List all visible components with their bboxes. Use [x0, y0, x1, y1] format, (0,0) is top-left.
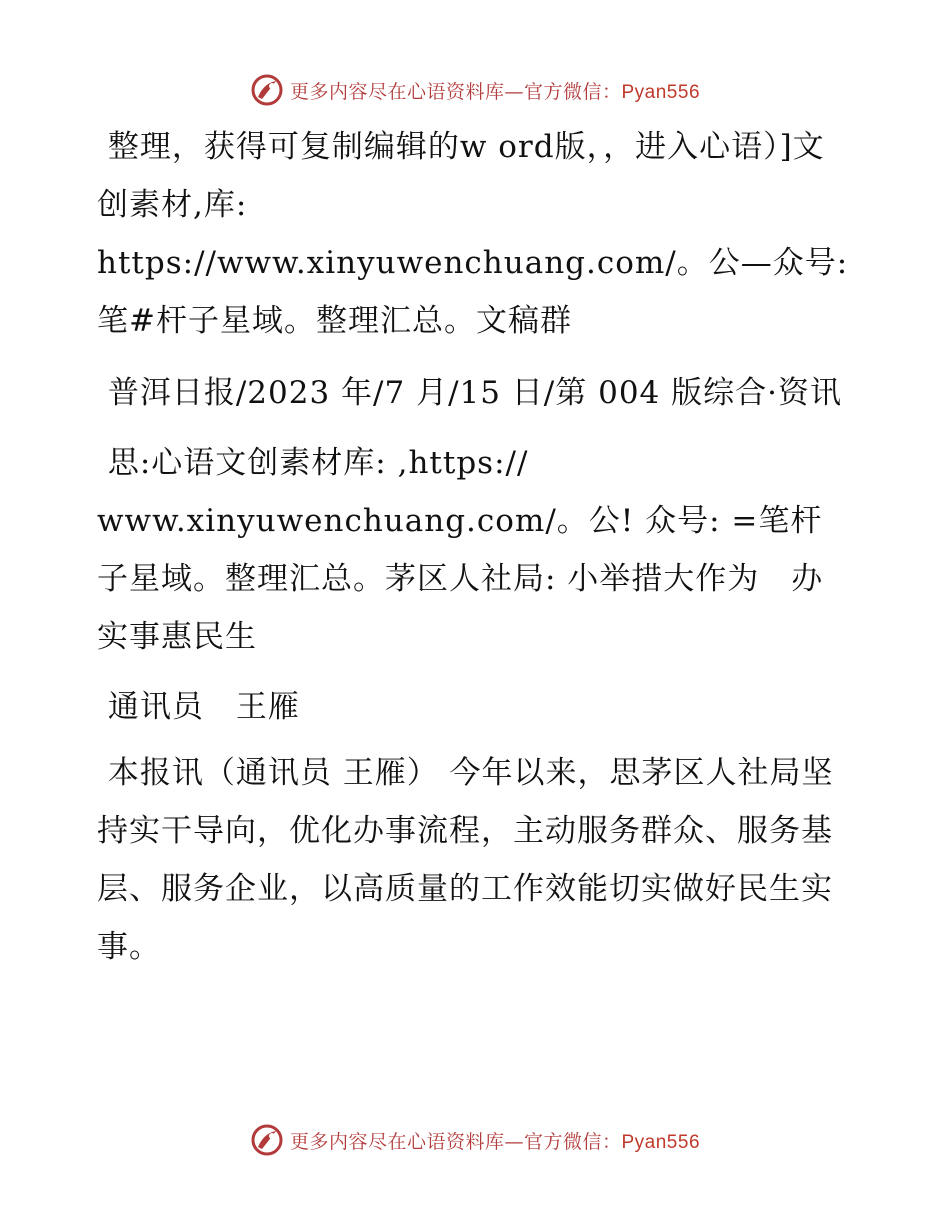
paragraph-publication-info: 普洱日报/2023 年/7 月/15 日/第 004 版综合·资讯 [97, 375, 842, 411]
banner-text: 更多内容尽在心语资料库—官方微信：Pyan556 [289, 1130, 701, 1153]
paragraph-source-note: 整理，获得可复制编辑的w ord版，，进入心语）]文创素材,库: https://www.xinyuwenchuang.com/。公—众号: 笔#杆子星域。整理汇总。文稿群 [97, 129, 860, 339]
brush-logo-icon [250, 1123, 284, 1157]
wechat-id: Pyan556 [621, 81, 701, 103]
paragraph-byline: 通讯员 王雁 [97, 689, 300, 725]
footer-banner [0, 1120, 950, 1160]
document-body [97, 118, 860, 976]
paragraph-headline: 思:心语文创素材库: ,https:// www.xinyuwenchuang.com/。公! 众号: =笔杆子星域。整理汇总。茅区人社局: 小举措大作为 办实事惠民生 [97, 445, 824, 655]
header-banner [0, 70, 950, 110]
banner-text: 更多内容尽在心语资料库—官方微信：Pyan556 [289, 80, 701, 103]
brush-logo-icon [250, 73, 284, 107]
paragraph-lead: 本报讯（通讯员 王雁） 今年以来，思茅区人社局坚持实干导向，优化办事流程，主动服务群众、服务基层、服务企业，以高质量的工作效能切实做好民生实事。 [97, 755, 834, 965]
wechat-id: Pyan556 [621, 1131, 701, 1153]
